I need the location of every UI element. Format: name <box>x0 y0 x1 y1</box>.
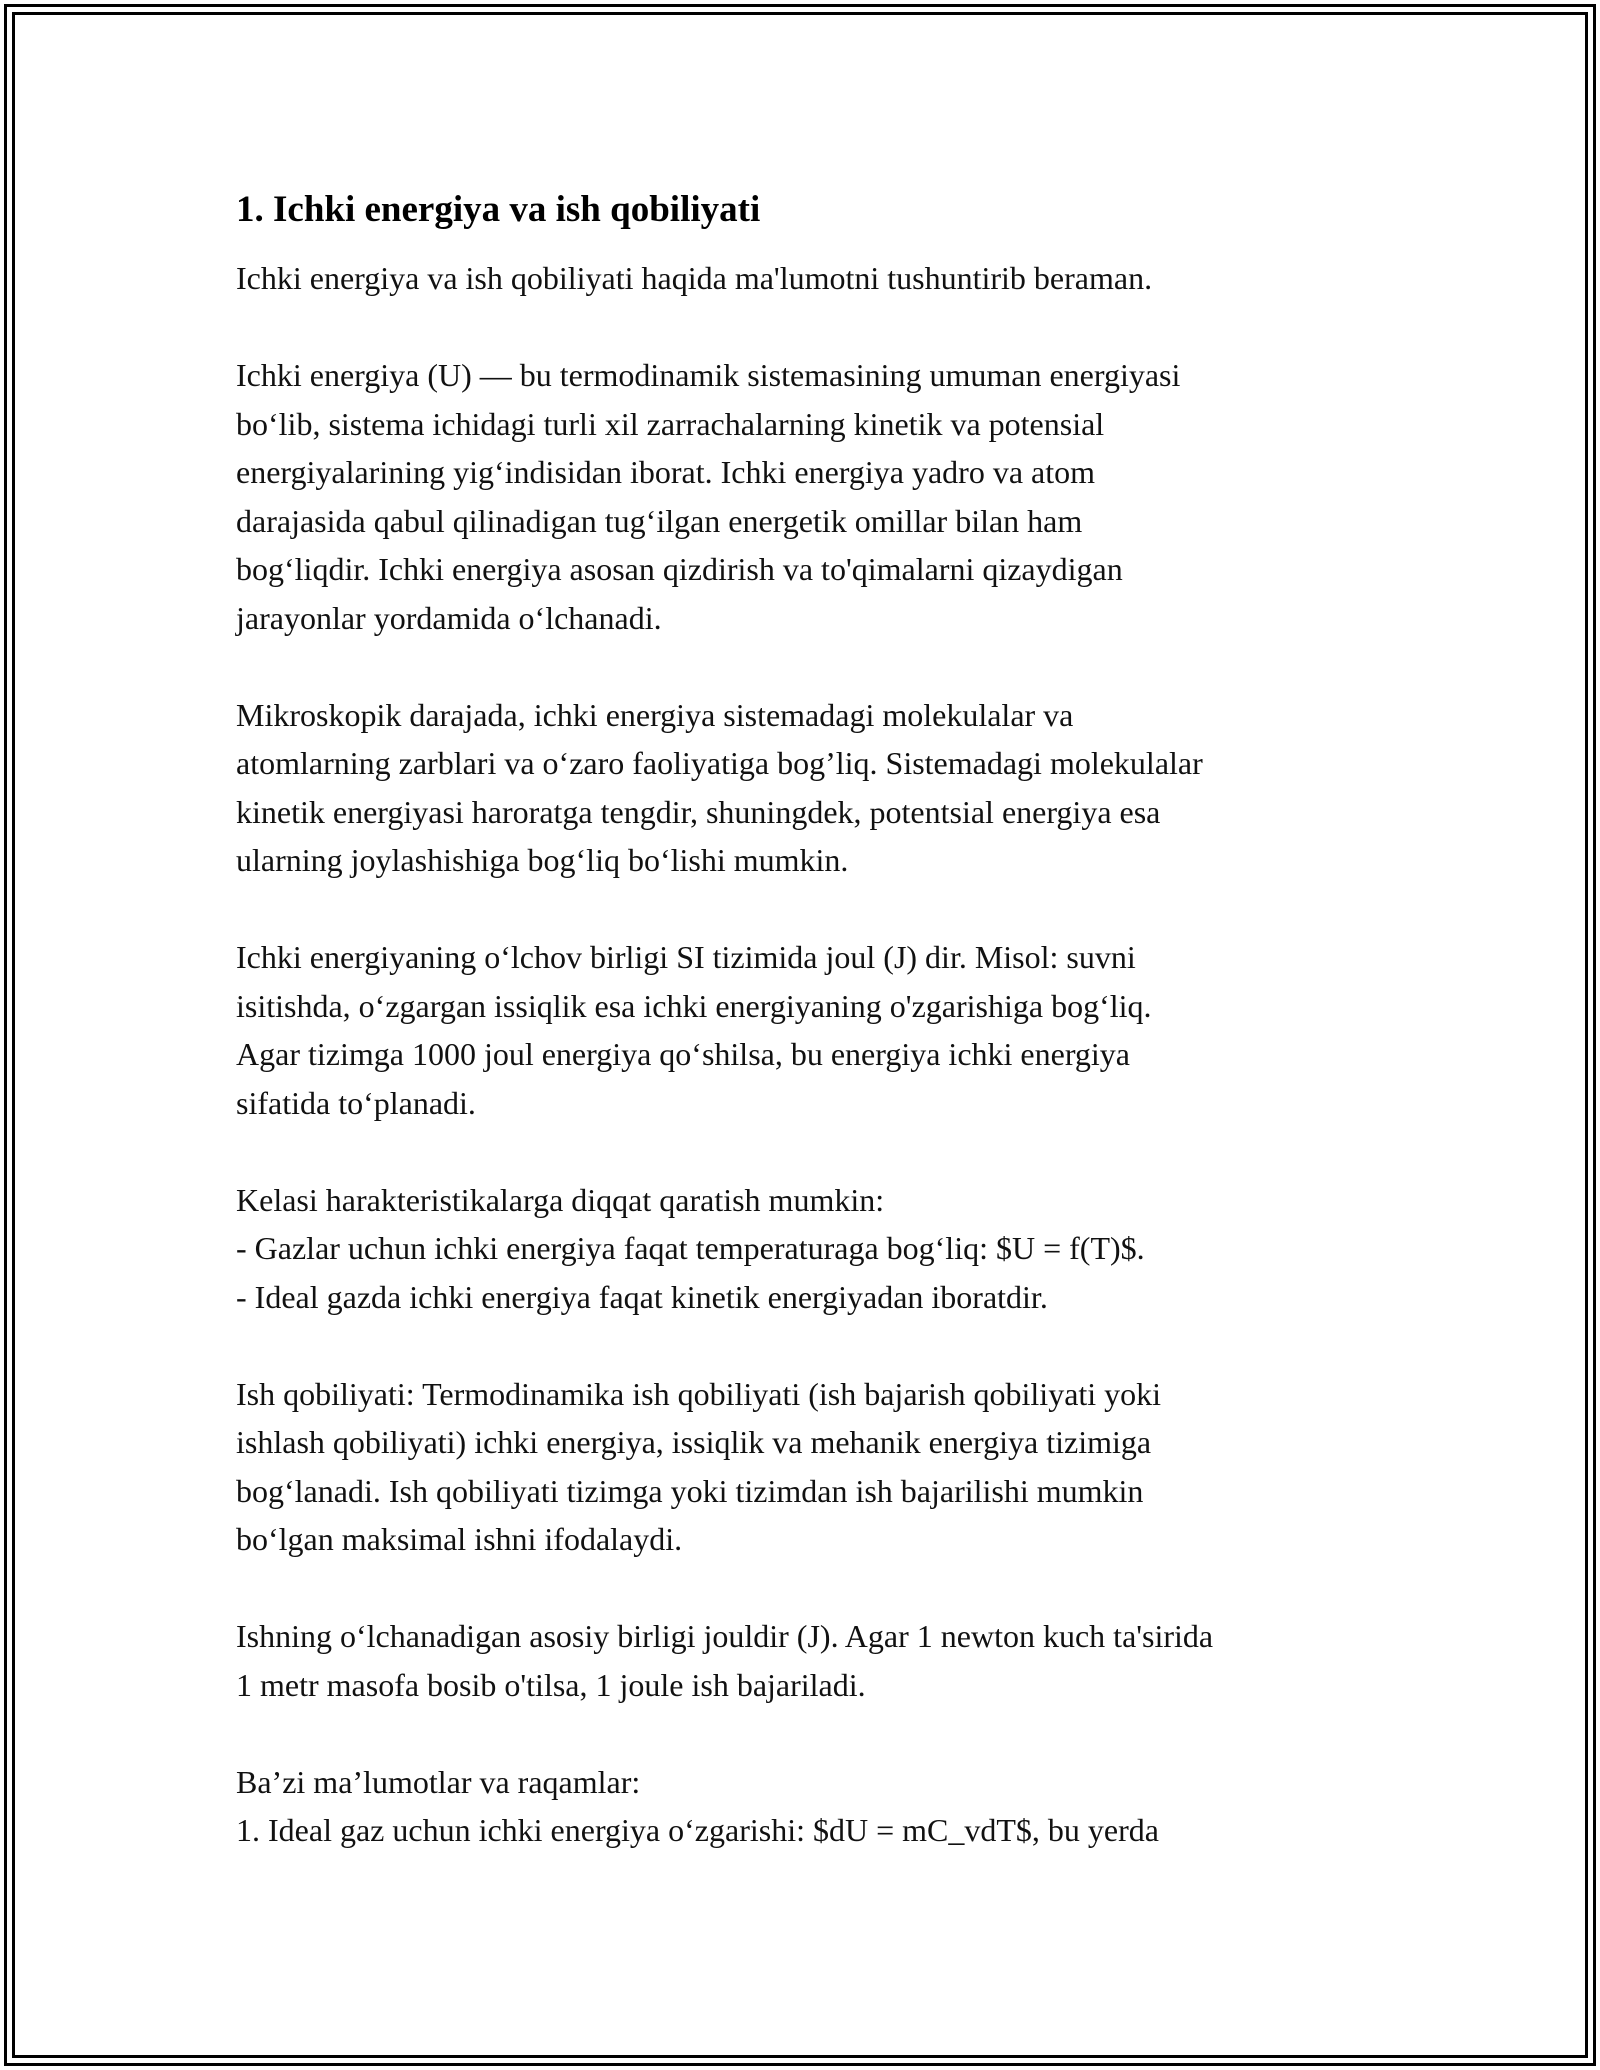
text-line: Ichki energiya va ish qobiliyati haqida ma'lumotni tushuntirib beraman. <box>236 260 1153 296</box>
text-line: bo‘lib, sistema ichidagi turli xil zarrachalarning kinetik va potensial <box>236 405 1105 442</box>
paragraph-intro <box>236 254 1376 303</box>
text-line: Mikroskopik darajada, ichki energiya sistemadagi molekulalar va <box>236 696 1074 733</box>
paragraph-data-figures <box>236 1758 1376 1855</box>
section-heading: 1. Ichki energiya va ish qobiliyati <box>236 189 761 230</box>
text-line: 1 metr masofa bosib o'tilsa, 1 joule ish bajariladi. <box>236 1666 866 1703</box>
text-line: kinetik energiyasi haroratga tengdir, shuningdek, potentsial energiya esa <box>236 793 1161 830</box>
list-item: 1. Ideal gaz uchun ichki energiya o‘zgarishi: $dU = mC_vdT$, bu yerda <box>236 1812 1159 1848</box>
text-line: Agar tizimga 1000 joul energiya qo‘shilsa, bu energiya ichki energiya <box>236 1036 1130 1072</box>
paragraph-units <box>236 933 1376 1127</box>
text-line: Ba’zi ma’lumotlar va raqamlar: <box>236 1763 641 1800</box>
document-body <box>236 186 1376 1903</box>
list-item: - Gazlar uchun ichki energiya faqat temperaturaga bog‘liq: $U = f(T)$. <box>236 1230 1145 1266</box>
text-line: Ish qobiliyati: Termodinamika ish qobiliyati (ish bajarish qobiliyati yoki <box>236 1375 1162 1412</box>
text-line: bo‘lgan maksimal ishni ifodalaydi. <box>236 1521 683 1557</box>
paragraph-microscopic <box>236 691 1376 885</box>
paragraph-characteristics <box>236 1176 1376 1322</box>
text-line: Kelasi harakteristikalarga diqqat qaratish mumkin: <box>236 1181 885 1218</box>
text-line: atomlarning zarblari va o‘zaro faoliyatiga bog’liq. Sistemadagi molekulalar <box>236 745 1203 781</box>
text-line: ishlash qobiliyati) ichki energiya, issiqlik va mehanik energiya tizimiga <box>236 1424 1152 1460</box>
text-line: Ichki energiya (U) — bu termodinamik sistemasining umuman energiyasi <box>236 357 1181 393</box>
text-line: Ichki energiyaning o‘lchov birligi SI tizimida joul (J) dir. Misol: suvni <box>236 939 1136 975</box>
text-line: ularning joylashishiga bog‘liq bo‘lishi mumkin. <box>236 842 849 878</box>
paragraph-work-capacity <box>236 1370 1376 1564</box>
text-line: Ishning o‘lchanadigan asosiy birligi jouldir (J). Agar 1 newton kuch ta'sirida <box>236 1618 1214 1654</box>
text-line: isitishda, o‘zgargan issiqlik esa ichki energiyaning o'zgarishiga bog‘liq. <box>236 987 1152 1024</box>
text-line: jarayonlar yordamida o‘lchanadi. <box>236 599 662 636</box>
text-line: bog‘lanadi. Ish qobiliyati tizimga yoki tizimdan ish bajarilishi mumkin <box>236 1472 1144 1509</box>
text-line: sifatida to‘planadi. <box>236 1084 476 1121</box>
text-line: darajasida qabul qilinadigan tug‘ilgan energetik omillar bilan ham <box>236 502 1083 539</box>
paragraph-internal-energy-definition <box>236 351 1376 642</box>
paragraph-work-unit <box>236 1612 1376 1709</box>
text-line: energiyalarining yig‘indisidan iborat. Ichki energiya yadro va atom <box>236 454 1095 490</box>
text-line: bog‘liqdir. Ichki energiya asosan qizdirish va to'qimalarni qizaydigan <box>236 551 1123 587</box>
list-item: - Ideal gazda ichki energiya faqat kinetik energiyadan iboratdir. <box>236 1278 1048 1315</box>
